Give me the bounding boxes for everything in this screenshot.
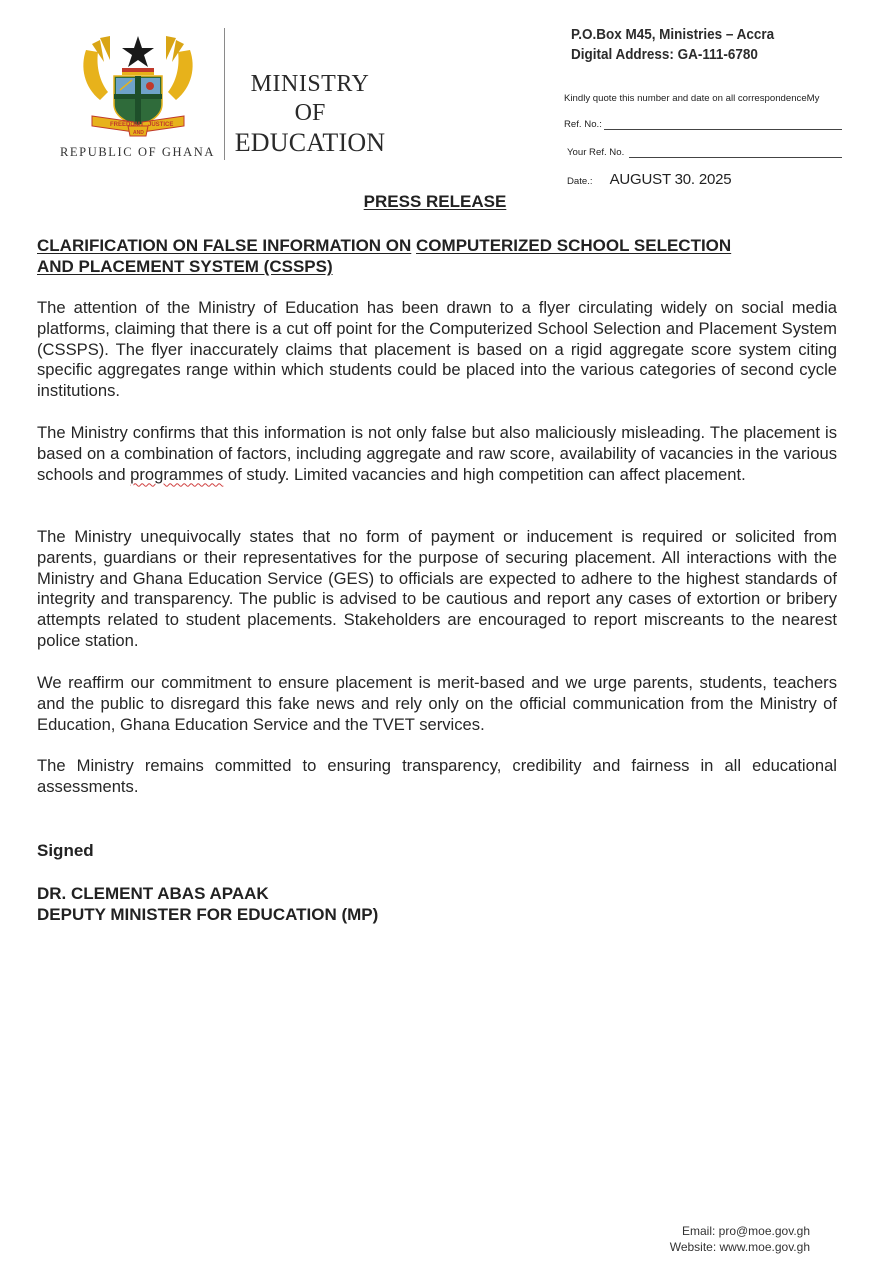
signer-name: DR. CLEMENT ABAS APAAK xyxy=(37,884,269,903)
digital-address-line: Digital Address: GA-111-6780 xyxy=(571,47,758,63)
your-ref-label: Your Ref. No. xyxy=(567,147,625,158)
contact-footer xyxy=(600,1223,810,1255)
your-ref-field xyxy=(567,147,842,158)
signed-label: Signed xyxy=(37,841,94,860)
date-label: Date.: xyxy=(567,176,593,187)
svg-text:AND: AND xyxy=(133,130,144,136)
postal-address xyxy=(571,25,774,65)
ref-no-field xyxy=(564,119,842,130)
svg-text:FREEDOM: FREEDOM xyxy=(110,122,140,128)
website-line: Website: www.moe.gov.gh xyxy=(669,1240,810,1254)
email-line: Email: pro@moe.gov.gh xyxy=(681,1224,810,1238)
po-box-line: P.O.Box M45, Ministries – Accra xyxy=(571,27,775,43)
spellcheck-flagged-word: programmes xyxy=(130,464,224,484)
paragraph-2 xyxy=(37,423,837,485)
paragraph-4: We reaffirm our commitment to ensure placement is merit-based and we urge parents, students, teachers and the public to disregard this fake news and rely only on the official communication from the Ministry of Education, Ghana Education Service and the TVET services. xyxy=(37,673,837,734)
logo-divider xyxy=(224,28,225,160)
ref-no-label: Ref. No.: xyxy=(564,119,602,130)
headline-part-1: CLARIFICATION ON FALSE INFORMATION ON xyxy=(37,236,412,255)
date-field xyxy=(567,171,731,188)
headline xyxy=(37,235,837,277)
signer-title: DEPUTY MINISTER FOR EDUCATION (MP) xyxy=(37,905,379,924)
headline-part-3: AND PLACEMENT SYSTEM (CSSPS) xyxy=(37,257,333,276)
paragraph-1: The attention of the Ministry of Education has been drawn to a flyer circulating widely on social media platforms, claiming that there is a cut off point for the Computerized School Selection and Placement System (CSSPS). The flyer inaccurately claims that placement is based on a rigid aggregate score system citing specific aggregates range within which students could be placed into the various categories of second cycle institutions. xyxy=(37,298,837,401)
press-release-title: PRESS RELEASE xyxy=(363,192,507,211)
ministry-line-3: EDUCATION xyxy=(234,128,386,157)
ministry-line-1: MINISTRY xyxy=(250,71,370,97)
svg-text:JUSTICE: JUSTICE xyxy=(148,122,174,128)
republic-of-ghana-label: REPUBLIC OF GHANA xyxy=(60,145,215,159)
signatory-block xyxy=(37,883,378,925)
paragraph-3: The Ministry unequivocally states that no form of payment or inducement is required or solicited from parents, guardians or their representatives for the purpose of securing placement. All interactions with the Ministry and Ghana Education Service (GES) to officials are expected to adhere to the highest standards of integrity and transparency. The public is advised to be cautious and report any cases of extortion or bribery attempts related to student placements. Stakeholders are encouraged to report miscreants to the nearest police station. xyxy=(37,527,837,650)
your-ref-line xyxy=(629,147,842,158)
paragraph-5: The Ministry remains committed to ensuring transparency, credibility and fairness in all educational assessments. xyxy=(37,756,837,796)
quote-reference-note: Kindly quote this number and date on all correspondenceMy xyxy=(564,93,820,104)
ministry-line-2: OF xyxy=(294,100,326,126)
ghana-coat-of-arms-icon xyxy=(78,32,198,137)
ministry-logotype xyxy=(234,72,386,156)
paragraph-2-after: of study. Limited vacancies and high competition can affect placement. xyxy=(223,464,746,484)
date-value: AUGUST 30. 2025 xyxy=(609,171,732,188)
document-type-heading xyxy=(0,192,870,212)
paragraph-2-before: The Ministry confirms that this information is not only false but also maliciously misleading. The placement is based on a combination of factors, including aggregate and raw score, availability of vacancies in the various schools and xyxy=(37,423,837,484)
headline-part-2: COMPUTERIZED SCHOOL SELECTION xyxy=(416,236,732,255)
ref-no-line xyxy=(604,119,842,130)
